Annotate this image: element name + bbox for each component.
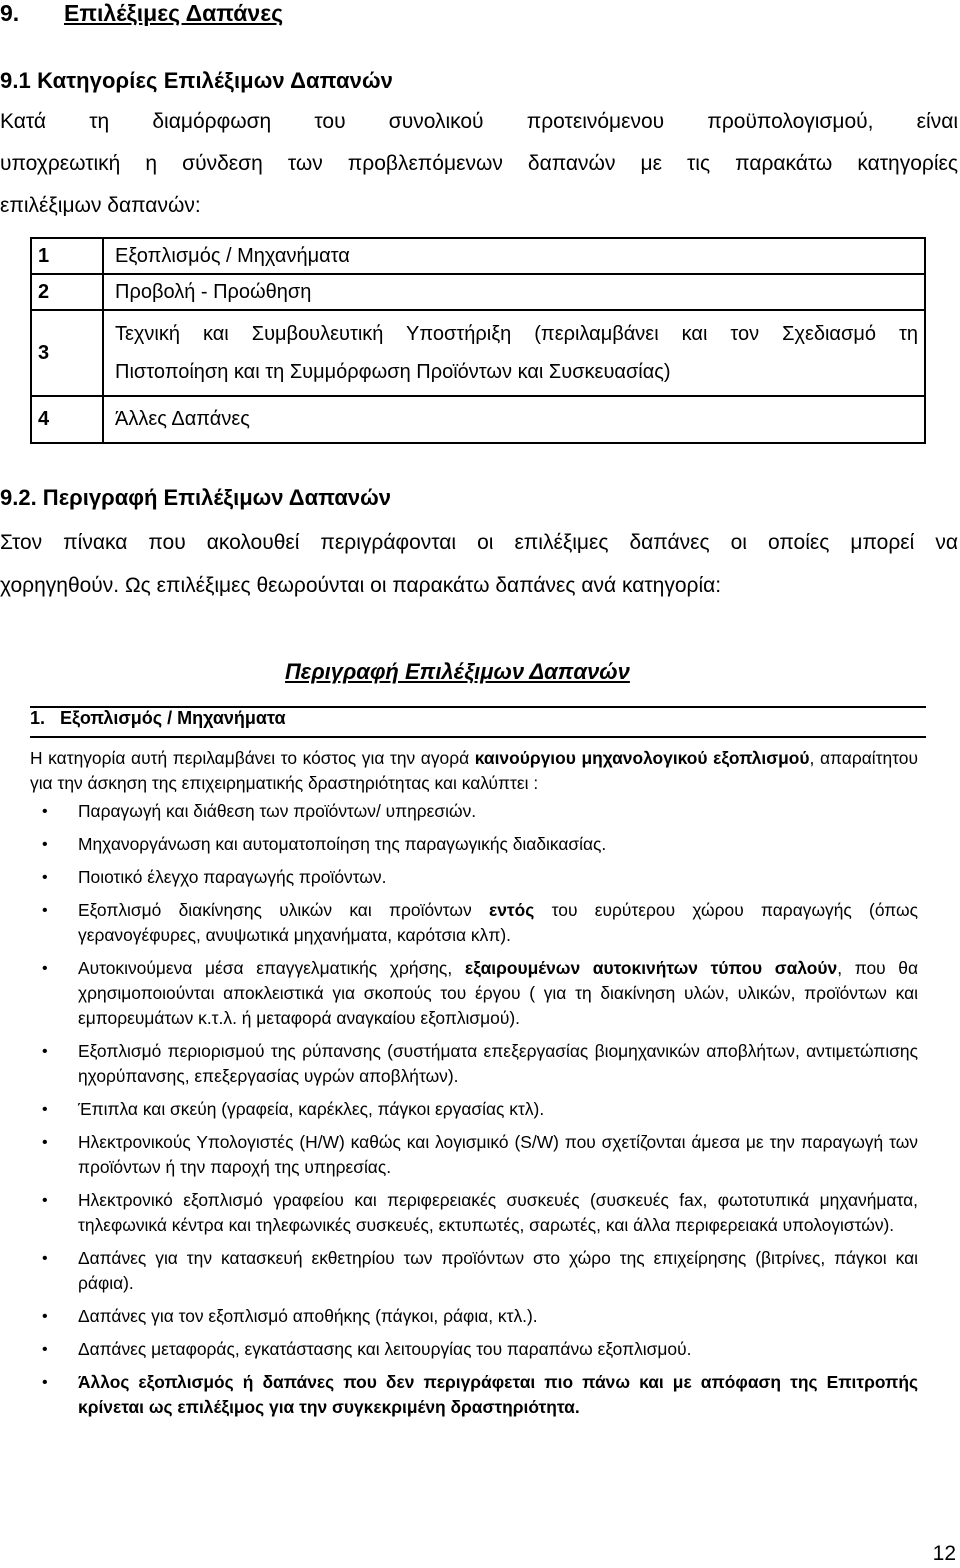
category-label: Προβολή - Προώθηση <box>103 274 925 310</box>
item-text: Δαπάνες μεταφοράς, εγκατάστασης και λειτουργίας του παραπάνω εξοπλισμού. <box>78 1339 692 1359</box>
category-label: Εξοπλισμός / Μηχανήματα <box>103 238 925 274</box>
bullet-icon: • <box>42 1043 48 1060</box>
bullet-icon: • <box>42 1192 48 1209</box>
list-item <box>30 956 918 1031</box>
category-number: 4 <box>31 396 103 443</box>
item-bold: εξαιρουμένων αυτοκινήτων τύπου σαλούν <box>464 958 838 978</box>
bullet-icon: • <box>42 1308 48 1325</box>
category-label-line: Τεχνική και Συμβουλευτική Υποστήριξη (περιλαμβάνει και τον Σχεδιασμό τη <box>115 323 918 345</box>
item-text: Εξοπλισμό περιορισμού της ρύπανσης (συστήματα επεξεργασίας βιομηχανικών αποβλήτων, αντιμετώπισης ηχορύπανσης, επεξεργασίας υγρών αποβλήτων). <box>78 1041 918 1086</box>
bullet-icon: • <box>42 1134 48 1151</box>
bullet-icon: • <box>42 1374 48 1391</box>
list-item <box>30 1337 918 1362</box>
box-header-divider <box>30 736 926 738</box>
intro-bold: εξοπλισμού <box>713 748 810 768</box>
item-text: Αυτοκινούμενα μέσα επαγγελματικής χρήσης, <box>78 958 465 978</box>
intro-text: , απαραίτητου για την άσκηση της επιχειρηματικής δραστηριότητας και καλύπτει : <box>30 748 918 793</box>
paragraph-line: επιλέξιμων δαπανών: <box>0 194 201 217</box>
item-text: Δαπάνες για τον εξοπλισμό αποθήκης (πάγκοι, ράφια, κτλ.). <box>78 1306 538 1326</box>
paragraph-line: Κατά τη διαμόρφωση του συνολικού προτεινόμενου προϋπολογισμού, είναι <box>0 110 958 133</box>
list-item <box>30 1370 918 1420</box>
subsection-title-9-1: 9.1 Κατηγορίες Επιλέξιμων Δαπανών <box>0 68 393 93</box>
list-item <box>30 1130 918 1180</box>
list-item <box>30 1188 918 1238</box>
section-title: Επιλέξιμες Δαπάνες <box>64 0 284 26</box>
table-row <box>31 396 925 443</box>
bullet-icon: • <box>42 960 48 977</box>
box-header: 1. Εξοπλισμός / Μηχανήματα <box>30 708 286 728</box>
table-row <box>31 238 925 274</box>
list-item <box>30 799 918 824</box>
bullet-icon: • <box>42 1341 48 1358</box>
item-text: , που θα χρησιμοποιούνται αποκλειστικά για σκοπούς του έργου ( για τη διακίνηση υλών, υλικών, προϊόντων και εμπορευμάτων κ.τ.λ. ή μεταφορά αναγκαίου εξοπλισμού). <box>78 958 919 1028</box>
category-label: Άλλες Δαπάνες <box>103 396 925 443</box>
bullet-icon: • <box>42 836 48 853</box>
category-label <box>103 310 925 396</box>
section-heading <box>0 0 283 27</box>
paragraph-line: Στον πίνακα που ακολουθεί περιγράφονται οι επιλέξιμες δαπάνες οι οποίες μπορεί να <box>0 531 958 554</box>
list-item <box>30 1097 918 1122</box>
item-text: Ηλεκτρονικό εξοπλισμό γραφείου και περιφερειακές συσκευές (συσκευές fax, φωτοτυπικά μηχανήματα, τηλεφωνικά κέντρα και τηλεφωνικές συσκευές, εκτυπωτές, σαρωτές, και άλλα περιφερειακά υπολογιστών). <box>78 1190 918 1235</box>
category-number: 3 <box>31 310 103 396</box>
categories-table <box>30 237 926 444</box>
bullet-icon: • <box>42 902 48 919</box>
bullet-icon: • <box>42 1250 48 1267</box>
paragraph-line: υποχρεωτική η σύνδεση των προβλεπόμενων δαπανών με τις παρακάτω κατηγορίες <box>0 152 958 175</box>
item-text: Δαπάνες για την κατασκευή εκθετηρίου των προϊόντων στο χώρο της επιχείρησης (βιτρίνες, πάγκοι και ράφια). <box>78 1248 918 1293</box>
item-text: Παραγωγή και διάθεση των προϊόντων/ υπηρεσιών. <box>78 801 477 821</box>
list-item <box>30 865 918 890</box>
item-text: Έπιπλα και σκεύη (γραφεία, καρέκλες, πάγκοι εργασίας κτλ). <box>78 1099 545 1119</box>
list-item <box>30 832 918 857</box>
item-text: Ποιοτικό έλεγχο παραγωγής προϊόντων. <box>78 867 387 887</box>
item-text: Μηχανοργάνωση και αυτοματοποίηση της παραγωγικής διαδικασίας. <box>78 834 607 854</box>
intro-bold: καινούργιου μηχανολογικού <box>474 748 708 768</box>
section-number: 9. <box>0 0 20 26</box>
subsection-title-9-2: 9.2. Περιγραφή Επιλέξιμων Δαπανών <box>0 485 391 510</box>
paragraph-line: χορηγηθούν. Ως επιλέξιμες θεωρούνται οι παρακάτω δαπάνες ανά κατηγορία: <box>0 574 722 597</box>
list-item <box>30 1246 918 1296</box>
table-row <box>31 310 925 396</box>
item-bold: εντός <box>489 900 535 920</box>
eligible-items-list <box>30 799 918 1428</box>
intro-text: Η κατηγορία αυτή περιλαμβάνει το κόστος για την αγορά <box>30 748 475 768</box>
item-text: Εξοπλισμό διακίνησης υλικών και προϊόντων <box>78 900 489 920</box>
list-item <box>30 1304 918 1329</box>
item-text: του ευρύτερου χώρου παραγωγής (όπως γερανογέφυρες, ανυψωτικά μηχανήματα, καρότσια κλπ). <box>78 900 918 945</box>
bullet-icon: • <box>42 869 48 886</box>
list-item <box>30 1039 918 1089</box>
table-row <box>31 274 925 310</box>
category-label-line: Πιστοποίηση και τη Συμμόρφωση Προϊόντων και Συσκευασίας) <box>115 361 671 383</box>
page-number: 12 <box>932 1542 956 1565</box>
category-number: 2 <box>31 274 103 310</box>
bullet-icon: • <box>42 803 48 820</box>
category-number: 1 <box>31 238 103 274</box>
list-item <box>30 898 918 948</box>
bullet-icon: • <box>42 1101 48 1118</box>
box-intro <box>30 746 918 796</box>
table-caption: Περιγραφή Επιλέξιμων Δαπανών <box>285 659 630 684</box>
item-bold: Άλλος εξοπλισμός ή δαπάνες που δεν περιγράφεται πιο πάνω και με απόφαση της Επιτροπής κρίνεται ως επιλέξιμος για την συγκεκριμένη δραστηριότητα. <box>78 1372 918 1417</box>
item-text: Ηλεκτρονικούς Υπολογιστές (H/W) καθώς και λογισμικό (S/W) που σχετίζονται άμεσα με την παραγωγή των προϊόντων ή την παροχή της υπηρεσίας. <box>78 1132 918 1177</box>
